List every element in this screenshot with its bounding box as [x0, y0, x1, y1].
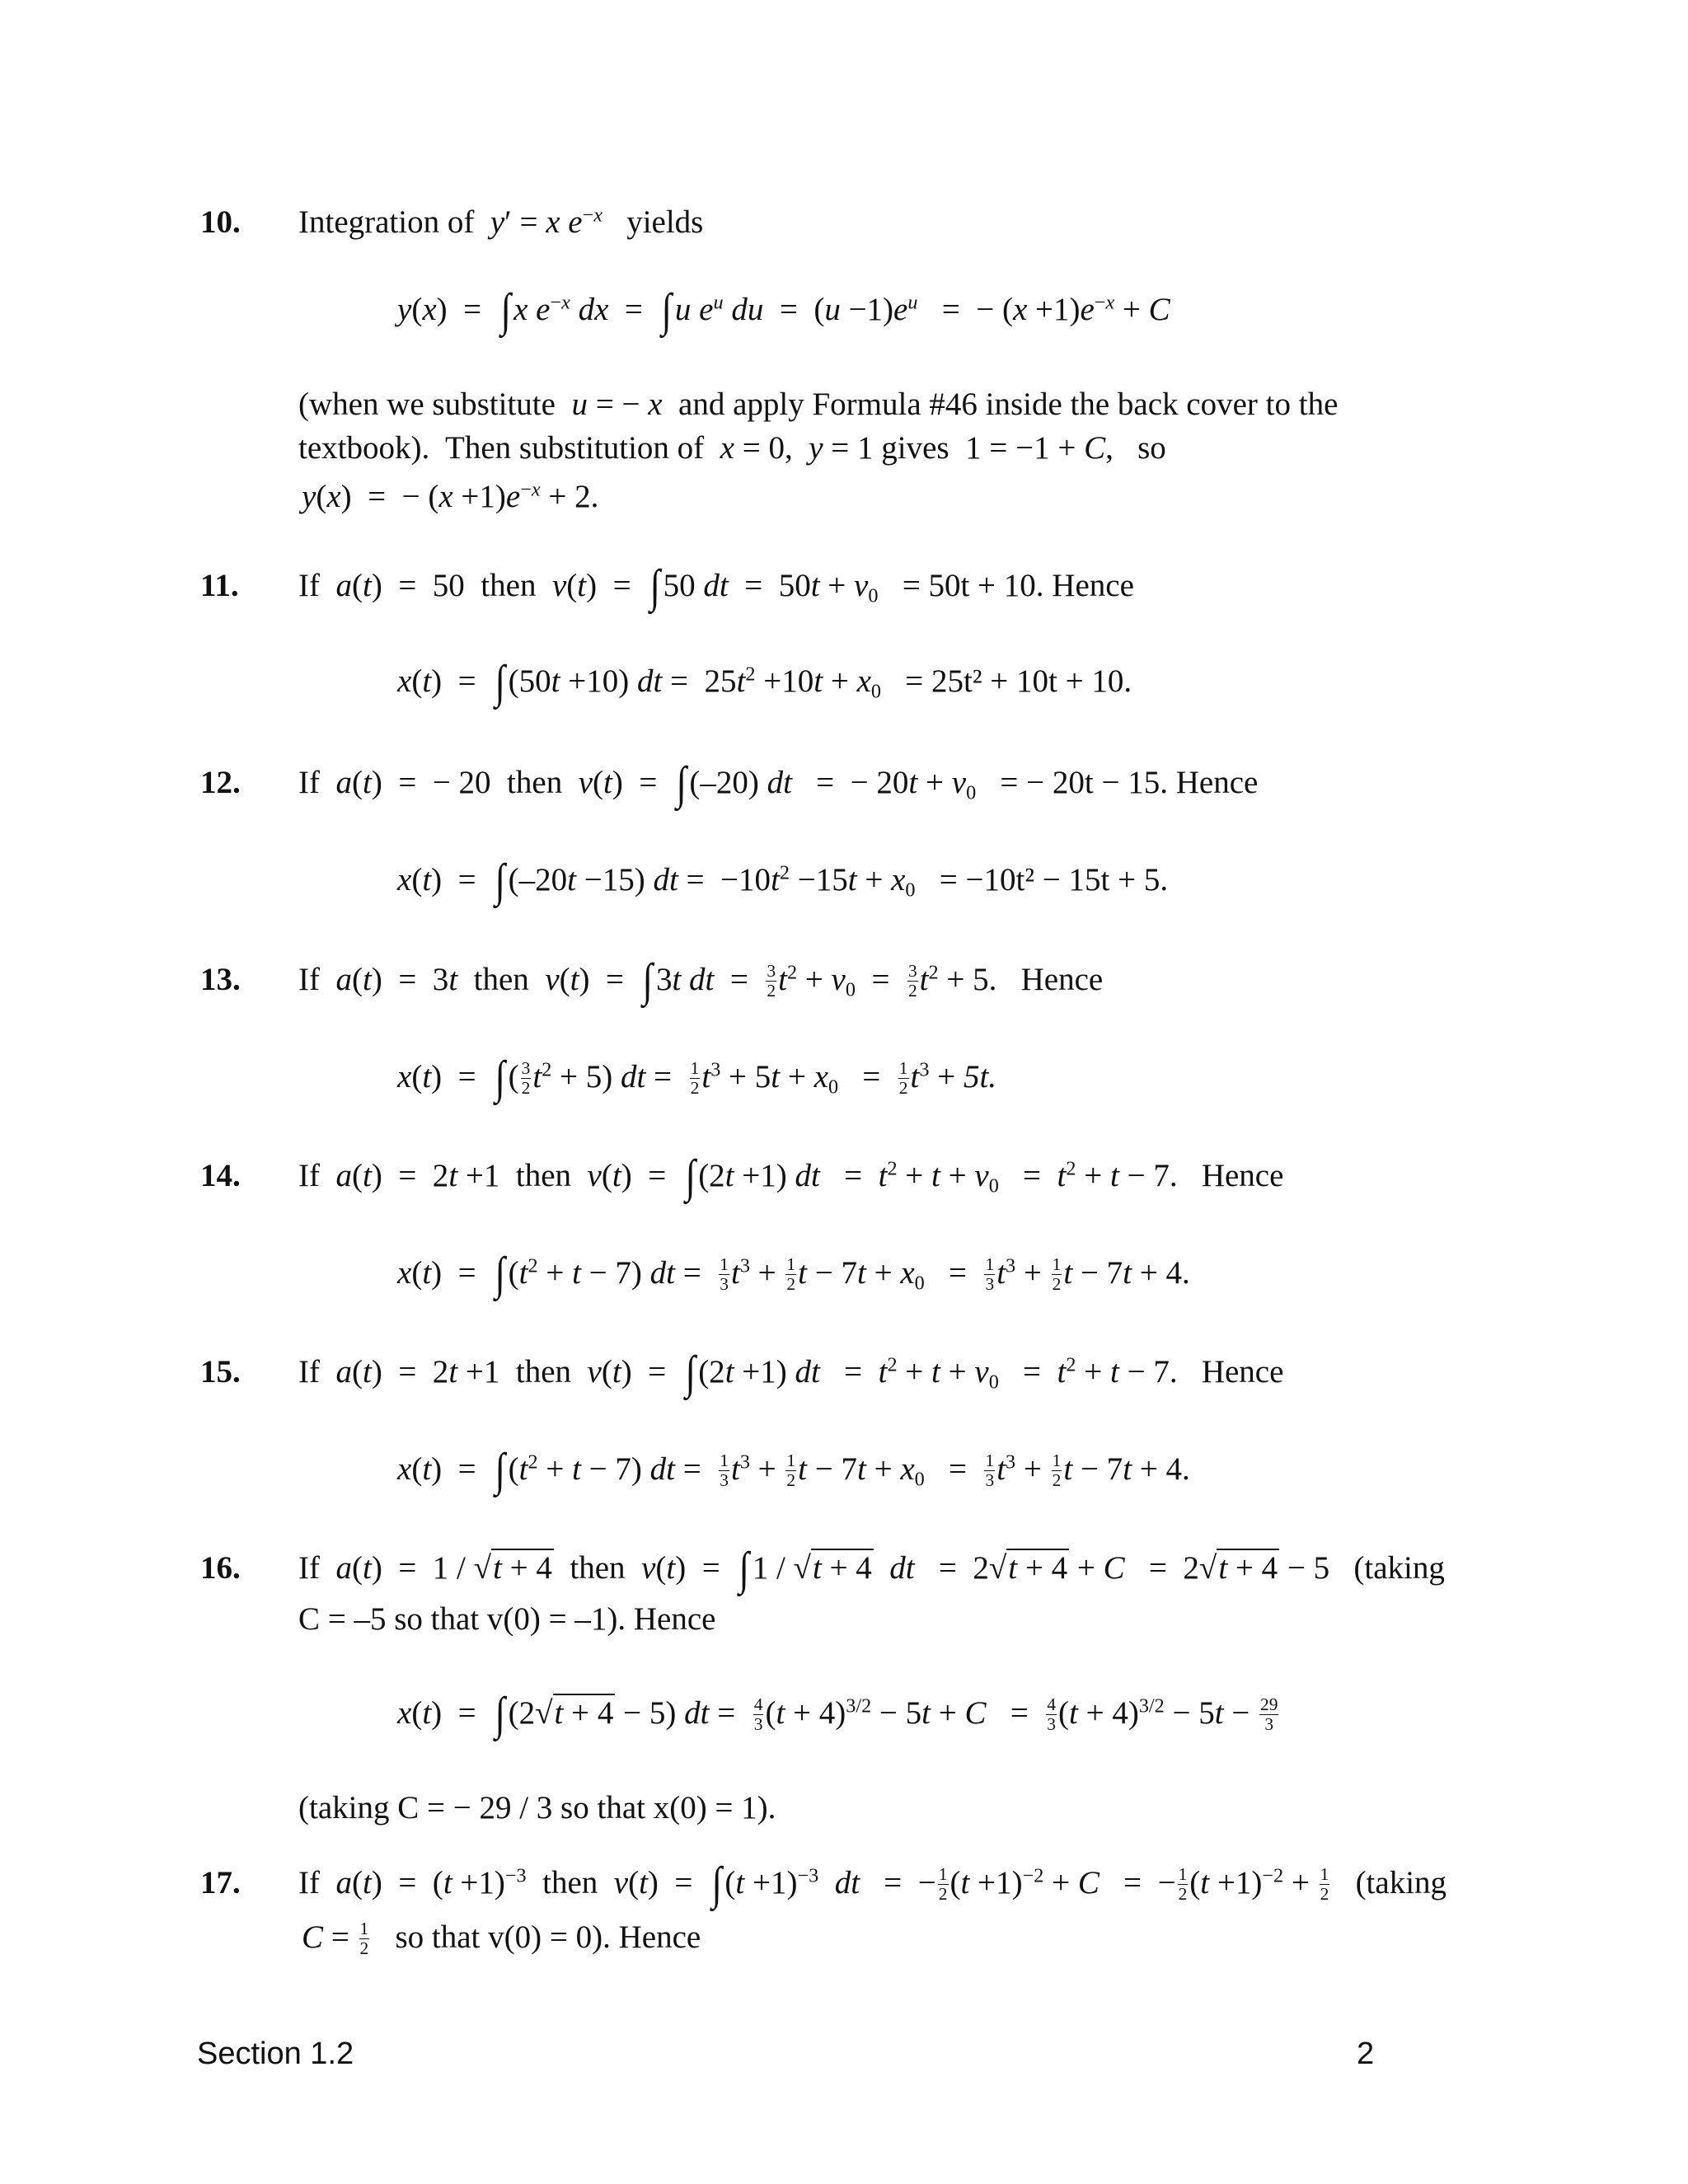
problem-10-intro: Integration of y′ = x $e^{-x}$ yields — [298, 204, 704, 240]
problem-10-integral: y(x) = ∫x $e^{-x}$ dx = ∫u $e^u$ du = $(u -1)e^u$ = − $(x +1)e^{-x} + C$ — [397, 284, 1170, 336]
problem-11-position-result: = 25t² + 10t + 10. — [905, 663, 1132, 699]
problem-16-position: x(t) = ∫(2√t + 4 − 5) dt = $\frac{4}{3}$ $(t + 4)^{3/2} - 5t + C$ = $\frac{4}{3}$ $(t + 4)^{3/2} - 5t$ − $\frac{29}{3}$ — [397, 1688, 1278, 1740]
problem-number: 11. — [200, 568, 239, 603]
problem-number: 15. — [200, 1354, 241, 1390]
problem-12-position: x(t) = ∫(–20t −15) dt = $-10t^2 -15t + x_0$ = −10t² − 15t + 5. — [397, 855, 1169, 907]
problem-10-result: y(x) = − $(x +1)e^{-x} + 2$. — [302, 478, 599, 514]
problem-17-velocity: If $a(t) = (t +1)^{-3}$ then $v(t) = \int(t +1)^{-3}$ dt = − $\frac{1}{2}$ $(t +1)^{-2} + C$ = − $\frac{1}{2}$ $(t +1)^{-2}$ + $\frac{1}{2}$ (taking — [298, 1858, 1447, 1910]
problem-11-velocity-tail: = 50t + 10. Hence — [902, 568, 1134, 603]
problem-number: 16. — [200, 1550, 241, 1586]
problem-13-position: x(t) = ∫( $\frac{3}{2}$ $t^2 + 5$) dt = $\frac{1}{2}$ $t^3 + 5t + x_0$ = $\frac{1}{2}$ $t^3 + 5t$. — [397, 1052, 997, 1104]
problem-12-position-result: = −10t² − 15t + 5. — [939, 862, 1169, 898]
problem-15-position: $x(t) = \int(t^2 + t - 7)$ dt = $\frac{1}{3}$ $t^3$ + $\frac{1}{2}$ $t - 7t + x_0$ = $\frac{1}{3}$ $t^3$ + $\frac{1}{2}$ t − 7t + 4. — [397, 1444, 1190, 1496]
problem-16-after-text: (taking C = − 29 / 3 so that x(0) = 1). — [298, 1790, 776, 1825]
problem-12-velocity: If a(t) = − 20 then v(t) = ∫(–20) dt = − $20t + v_0$ = − 20t − 15. Hence — [298, 757, 1259, 809]
problem-14-position: $x(t) = \int(t^2 + t - 7)$ dt = $\frac{1}{3}$ $t^3$ + $\frac{1}{2}$ $t - 7t + x_0$ = $\frac{1}{3}$ $t^3$ + $\frac{1}{2}$ t − 7t + 4. — [397, 1248, 1190, 1300]
problem-number: 12. — [200, 765, 241, 800]
problem-15-velocity-tail: Hence — [1201, 1354, 1284, 1390]
problem-17-condition: C = $\frac{1}{2}$ so that v(0) = 0). Hence — [302, 1918, 701, 1958]
problem-16-condition: C = –5 so that v(0) = –1). Hence — [298, 1601, 716, 1637]
problem-13-velocity-tail: Hence — [1020, 962, 1104, 997]
problem-11-position: x(t) = ∫(50t +10) dt = $25t^2 +10t + x_0$ = 25t² + 10t + 10. — [397, 656, 1132, 708]
problem-number: 14. — [200, 1158, 241, 1193]
problem-16-velocity: If a(t) = 1 / √t + 4 then v(t) = ∫1 / √t + 4 dt = 2√t + 4 + C = 2√t + 4 − 5 (taking — [298, 1543, 1445, 1595]
problem-10-substitution-text: (when we substitute u = − x and apply Formula #46 inside the back cover to the — [298, 387, 1339, 422]
problem-15-velocity: If a(t) = 2t +1 then v(t) = ∫(2t +1) dt = $t^2 + t + v_0 = t^2 + t - 7$. Hence — [298, 1347, 1284, 1399]
problem-10-substitution-text-2: textbook). Then substitution of x = 0, y = 1 gives 1 = −1 + C, so — [298, 430, 1166, 466]
problem-13-position-result: 5t. — [963, 1059, 997, 1094]
problem-12-velocity-tail: = − 20t − 15. Hence — [1000, 765, 1259, 800]
problem-14-velocity: If a(t) = 2t +1 then v(t) = ∫(2t +1) dt = $t^2 + t + v_0 = t^2 + t - 7$. Hence — [298, 1151, 1284, 1202]
problem-number: 13. — [200, 962, 241, 997]
problem-11-velocity: If a(t) = 50 then v(t) = ∫50 dt = $50t + v_0$ = 50t + 10. Hence — [298, 560, 1134, 612]
page-number: 2 — [1357, 2036, 1375, 2071]
problem-13-velocity: If a(t) = 3t then v(t) = ∫3t dt = $\frac{3}{2}$ $t^2 + v_0$ = $\frac{3}{2}$ $t^2 + 5$. Hence — [298, 954, 1104, 1006]
problem-number: 17. — [200, 1865, 241, 1900]
problem-14-velocity-tail: Hence — [1201, 1158, 1284, 1193]
problem-17-condition-text: so that v(0) = 0). Hence — [395, 1919, 701, 1955]
problem-number: 10. — [200, 204, 241, 240]
section-label: Section 1.2 — [197, 2036, 354, 2071]
